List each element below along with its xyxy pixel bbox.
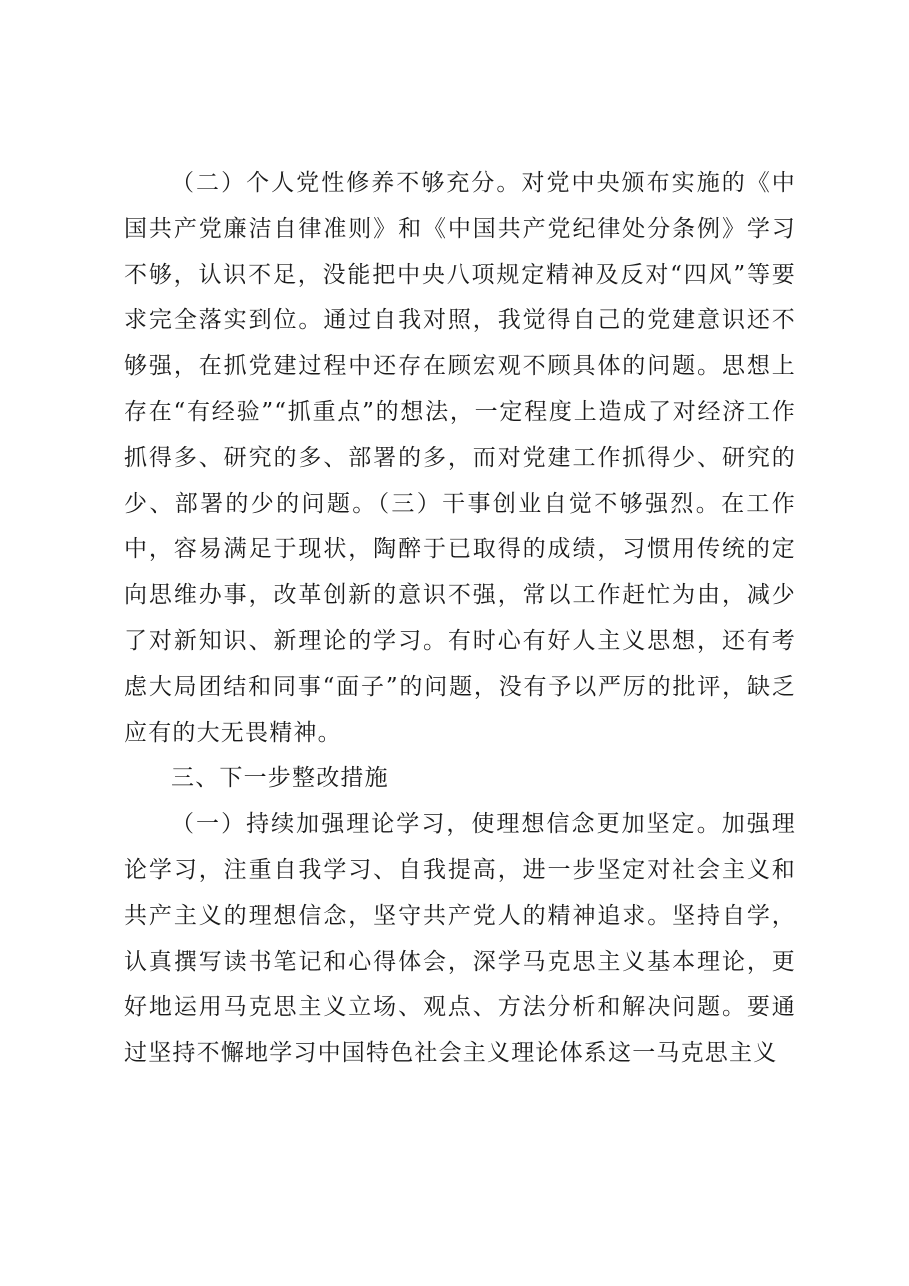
document-body (124, 161, 796, 1077)
section-heading-rectification: 三、下一步整改措施 (171, 765, 389, 792)
paragraph-theory-study: （一）持续加强理论学习，使理想信念更加坚定。加强理论学习，注重自我学习、自我提高，进一步坚定对社会主义和共产主义的理想信念，坚守共产党人的精神追求。坚持自学，认真撰写读书笔记和心得体会，深学马克思主义基本理论，更好地运用马克思主义立场、观点、方法分析和解决问题。要通过坚持不懈地学习中国特色社会主义理论体系这一马克思主义 (124, 811, 796, 1067)
paragraph-party-spirit: （二）个人党性修养不够充分。对党中央颁布实施的《中国共产党廉洁自律准则》和《中国共产党纪律处分条例》学习不够，认识不足，没能把中央八项规定精神及反对“四风”等要求完全落实到位。通过自我对照，我觉得自己的党建意识还不够强，在抓党建过程中还存在顾宏观不顾具体的问题。思想上存在“有经验”“抓重点”的想法，一定程度上造成了对经济工作抓得多、研究的多、部署的多，而对党建工作抓得少、研究的少、部署的少的问题。（三）干事创业自觉不够强烈。在工作中，容易满足于现状，陶醉于已取得的成绩，习惯用传统的定向思维办事，改革创新的意识不强，常以工作赶忙为由，减少了对新知识、新理论的学习。有时心有好人主义思想，还有考虑大局团结和同事“面子”的问题，没有予以严厉的批评，缺乏应有的大无畏精神。 (124, 170, 796, 746)
